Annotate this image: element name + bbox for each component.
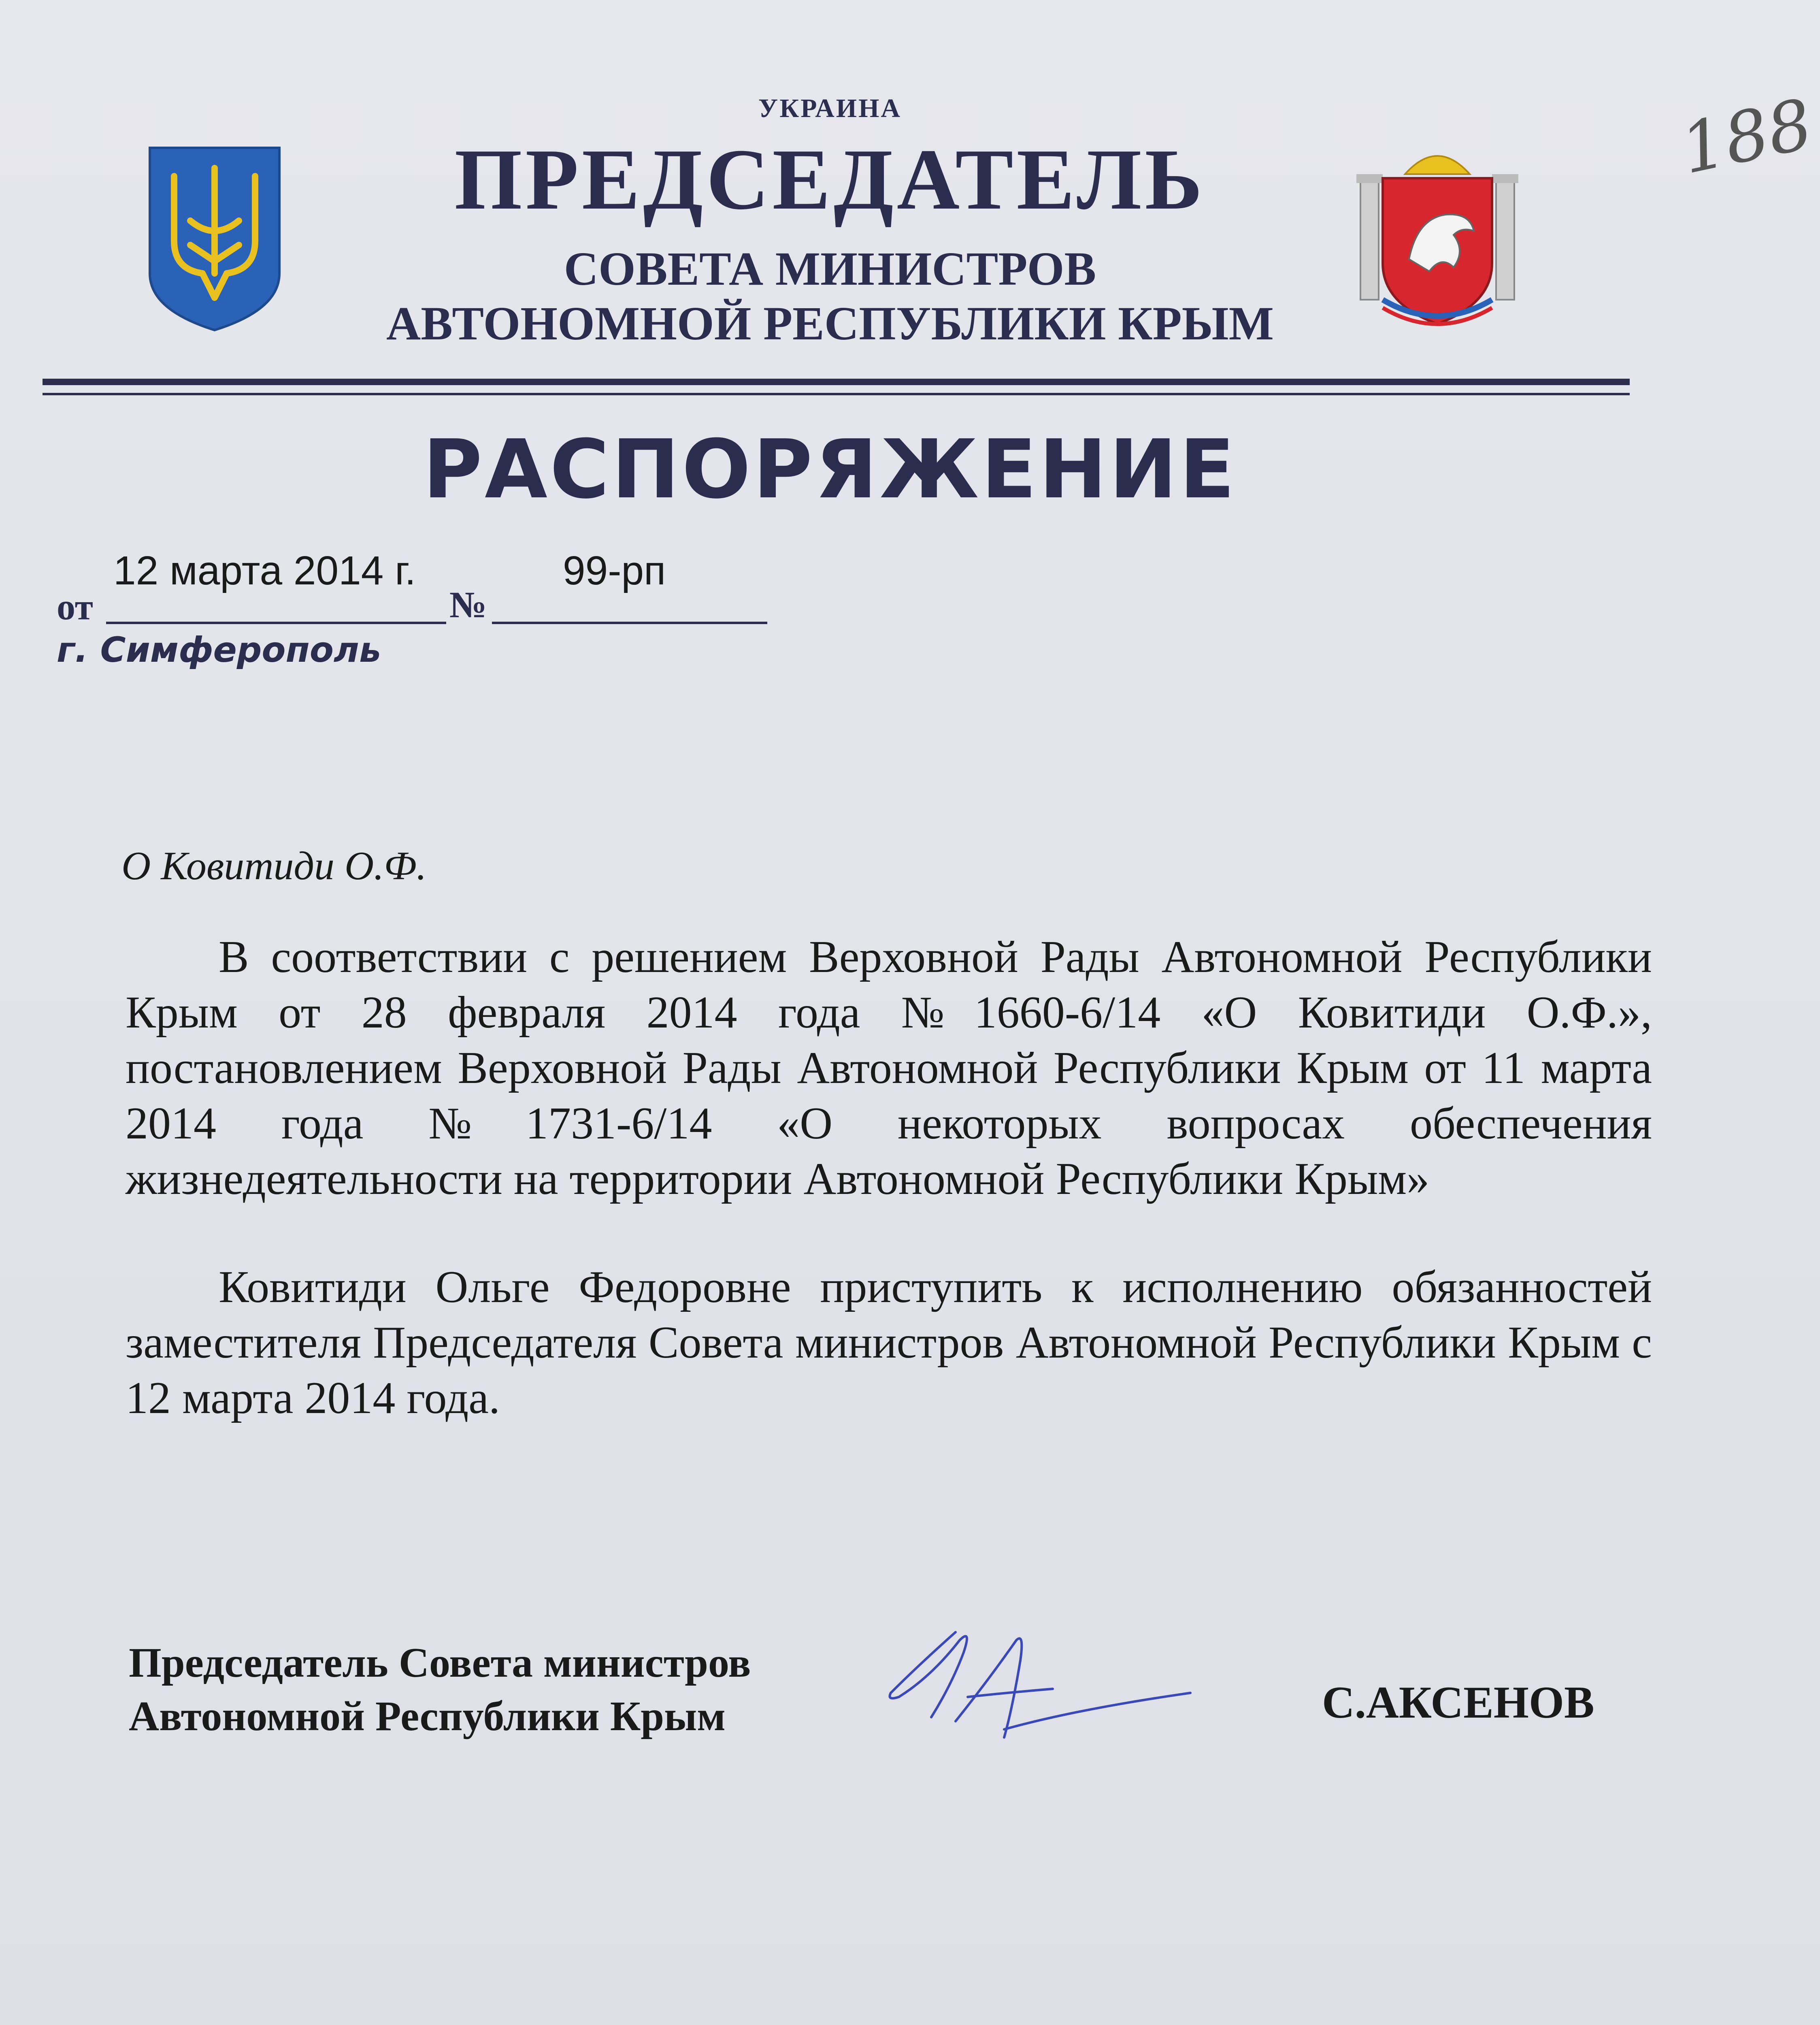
document-type-heading: РАСПОРЯЖЕНИЕ (423, 422, 1237, 517)
crimea-coat-of-arms-icon (1352, 130, 1522, 340)
body-paragraph-order: Ковитиди Ольге Федоровне приступить к исполнению обязанностей заместителя Председателя Совета министров Автономной Республики Крым с 12 марта 2014 года. (126, 1262, 1652, 1423)
document-subject: О Ковитиди О.Ф. (121, 843, 427, 888)
number-underline (492, 622, 767, 624)
document-city: г. Симферополь (57, 630, 381, 670)
handwritten-signature (883, 1616, 1207, 1754)
header-divider-thick (43, 379, 1630, 385)
number-sign-label: № (449, 584, 487, 625)
date-from-label: от (57, 586, 93, 627)
document-number: 99-рп (563, 548, 666, 593)
signatory-name: С.АКСЕНОВ (1322, 1678, 1594, 1728)
header-title-line3: АВТОНОМНОЙ РЕСПУБЛИКИ КРЫМ (386, 297, 1274, 350)
signatory-title-line2: Автономной Республики Крым (129, 1693, 726, 1739)
signatory-title-line1: Председатель Совета министров (129, 1639, 751, 1686)
handwritten-page-number (1674, 83, 1820, 190)
signatory-title (129, 1636, 751, 1743)
header-title-line1: ПРЕДСЕДАТЕЛЬ (454, 131, 1206, 228)
header-title-line2: СОВЕТА МИНИСТРОВ (564, 242, 1096, 295)
country-label: УКРАИНА (758, 94, 902, 123)
ukraine-trident-emblem-icon (142, 140, 287, 334)
header-divider-thin (43, 393, 1630, 395)
svg-text:188: 188 (1674, 84, 1820, 190)
date-underline (106, 622, 446, 624)
body-paragraph-basis: В соответствии с решением Верховной Рады Автономной Республики Крым от 28 февраля 2014 года №1660-6/14 «О Ковитиди О.Ф.», постановлением Верховной Рады Автономной Республики Крым от 11 марта 2014 года №1731-6/14 «О некоторых вопросах обеспечения жизнедеятельности на территории Автономной Республики Крым» (126, 932, 1652, 1204)
document-date: 12 марта 2014 г. (113, 548, 416, 593)
